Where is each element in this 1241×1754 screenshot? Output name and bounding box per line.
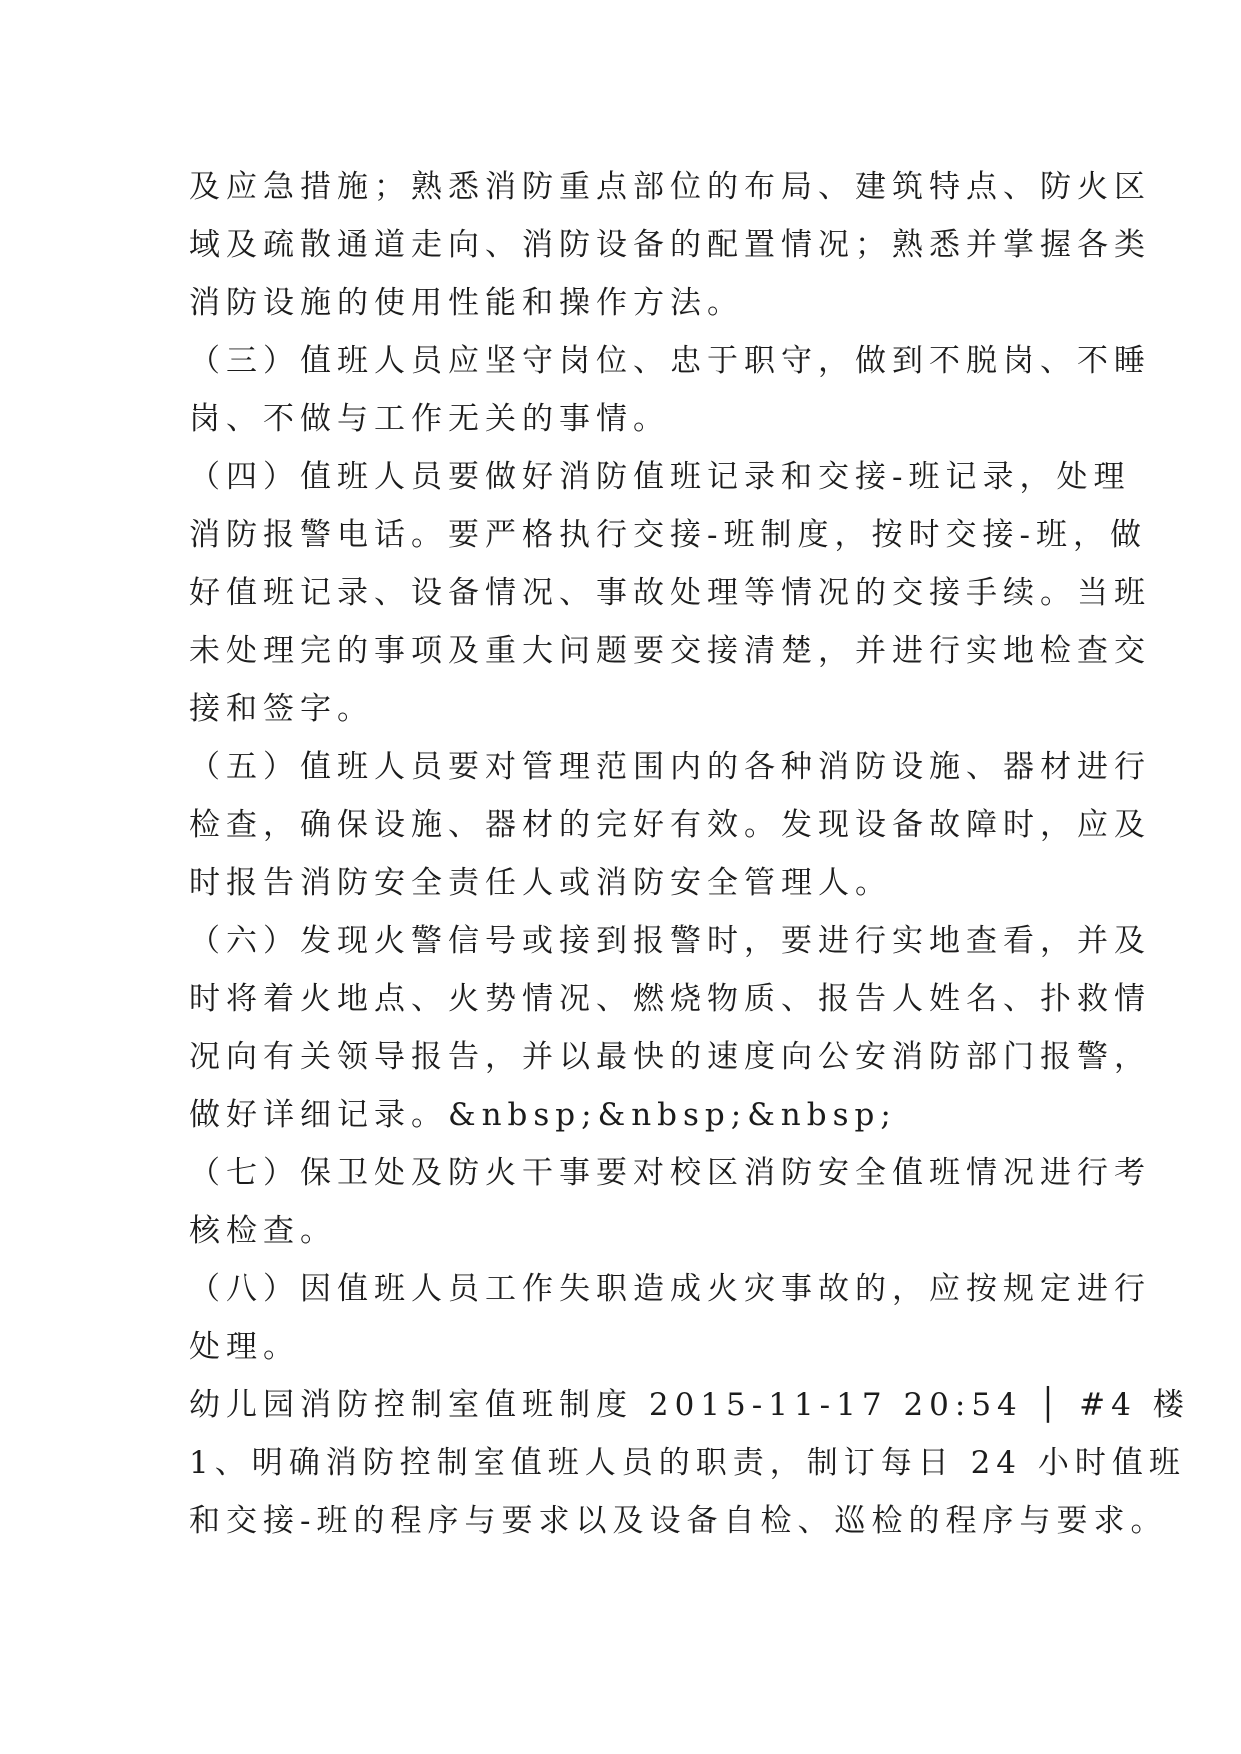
text-line: 未处理完的事项及重大问题要交接清楚，并进行实地检查交 xyxy=(189,633,1151,669)
text-line: 时报告消防安全责任人或消防安全管理人。 xyxy=(189,865,892,901)
text-line: 做好详细记录。&nbsp;&nbsp;&nbsp; xyxy=(189,1097,897,1133)
text-line: （五）值班人员要对管理范围内的各种消防设施、器材进行 xyxy=(189,749,1151,785)
text-line: 消防报警电话。要严格执行交接-班制度，按时交接-班，做 xyxy=(189,517,1147,553)
text-line: （六）发现火警信号或接到报警时，要进行实地查看，并及 xyxy=(189,923,1151,959)
text-line: 消防设施的使用性能和操作方法。 xyxy=(189,285,744,321)
text-line: 时将着火地点、火势情况、燃烧物质、报告人姓名、扑救情 xyxy=(189,981,1151,1017)
text-line: 好值班记录、设备情况、事故处理等情况的交接手续。当班 xyxy=(189,575,1151,611)
text-line: 处理。 xyxy=(189,1329,300,1365)
text-line: 核检查。 xyxy=(189,1213,337,1249)
text-line: （八）因值班人员工作失职造成火灾事故的，应按规定进行 xyxy=(189,1271,1151,1307)
document-body xyxy=(189,158,1190,1550)
text-line: 域及疏散通道走向、消防设备的配置情况；熟悉并掌握各类 xyxy=(189,227,1151,263)
text-line: 接和签字。 xyxy=(189,691,374,727)
text-line: 和交接-班的程序与要求以及设备自检、巡检的程序与要求。 xyxy=(189,1503,1168,1539)
text-line: 况向有关领导报告，并以最快的速度向公安消防部门报警， xyxy=(189,1039,1151,1075)
text-line: 幼儿园消防控制室值班制度 2015-11-17 20:54 │ #4 楼 xyxy=(189,1387,1190,1423)
text-line: （四）值班人员要做好消防值班记录和交接-班记录，处理 xyxy=(189,459,1131,495)
text-line: （七）保卫处及防火干事要对校区消防安全值班情况进行考 xyxy=(189,1155,1151,1191)
text-line: 岗、不做与工作无关的事情。 xyxy=(189,401,670,437)
text-line: 及应急措施；熟悉消防重点部位的布局、建筑特点、防火区 xyxy=(189,169,1151,205)
text-line: 1、明确消防控制室值班人员的职责，制订每日 24 小时值班 xyxy=(189,1445,1186,1481)
text-line: （三）值班人员应坚守岗位、忠于职守，做到不脱岗、不睡 xyxy=(189,343,1151,379)
text-line: 检查，确保设施、器材的完好有效。发现设备故障时，应及 xyxy=(189,807,1151,843)
